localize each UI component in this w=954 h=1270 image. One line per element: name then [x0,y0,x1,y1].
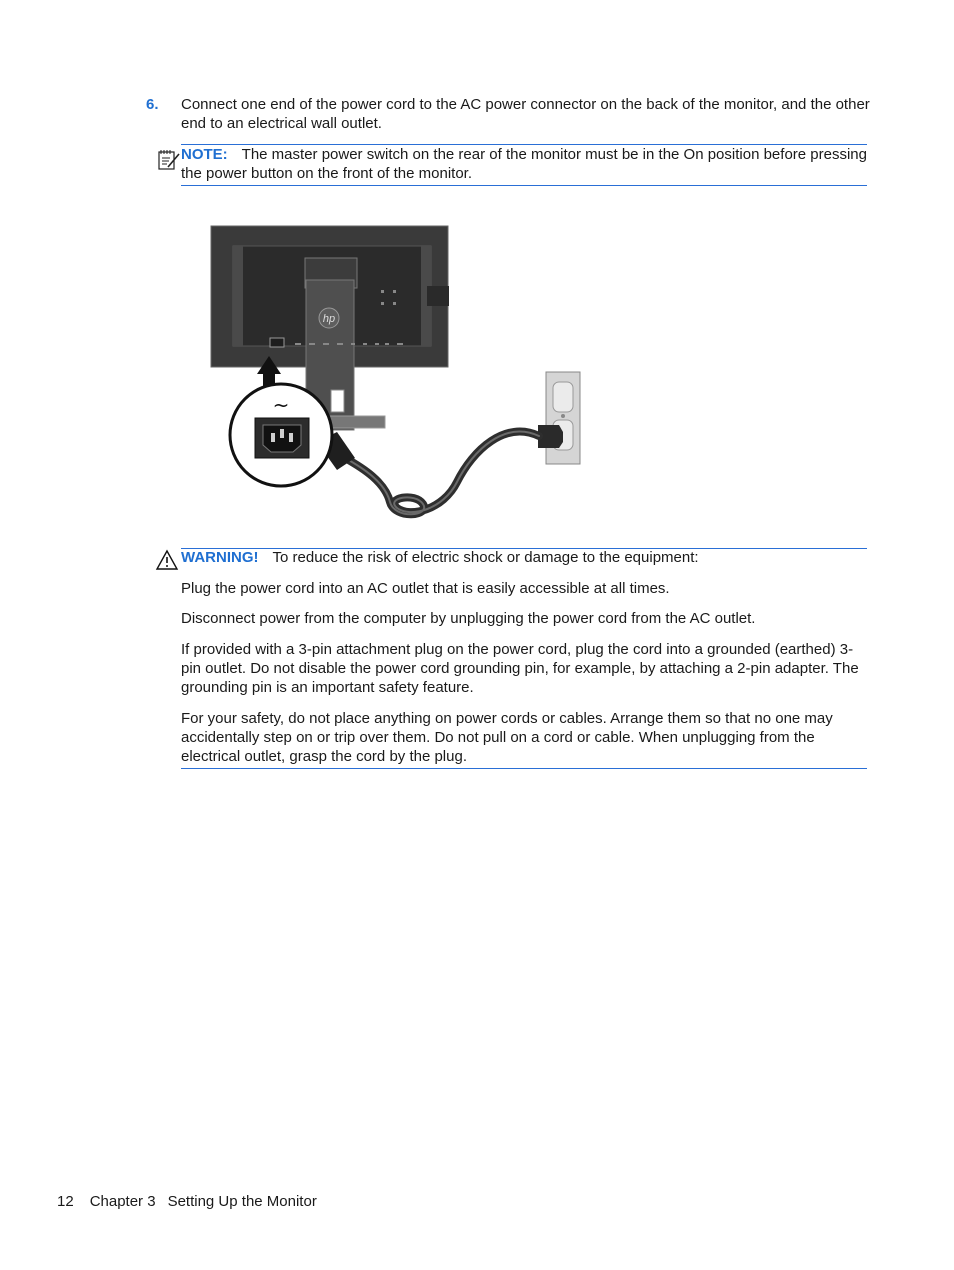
note-icon [156,146,182,172]
warning-paragraph: For your safety, do not place anything on power cords or cables. Arrange them so that no one may accidentally step on or trip over them. Do not pull on a cord or cable. When unplugging from the electrical outlet, grasp the cord by the plug. [181,710,833,765]
footer-title: Setting Up the Monitor [167,1193,317,1210]
note-text: The master power switch on the rear of the monitor must be in the On position before pressing the power button on the front of the monitor. [181,146,867,182]
page-number: 12 [57,1193,74,1210]
warning-rule-bottom [181,768,867,769]
note-block [181,145,867,183]
power-cord-illustration [205,220,590,525]
step-text: Connect one end of the power cord to the AC power connector on the back of the monitor, and the other end to an electrical wall outlet. [181,96,870,132]
warning-paragraph: If provided with a 3-pin attachment plug on the power cord, plug the cord into a grounded (earthed) 3-pin outlet. Do not disable the power cord grounding pin, for example, by attaching a 2-pin adapter. The grounding pin is an important safety feature. [181,641,859,696]
page-footer [57,1192,333,1211]
note-rule-bottom [181,185,867,186]
hp-logo-text: hp [322,313,336,325]
warning-label: WARNING! [181,549,259,566]
ac-symbol: ~ [272,393,290,417]
footer-chapter: Chapter 3 [89,1193,156,1210]
step-number: 6. [146,96,159,113]
warning-triangle-icon [155,549,179,571]
warning-paragraph: Plug the power cord into an AC outlet that is easily accessible at all times. [181,580,670,597]
warning-paragraph: Disconnect power from the computer by unplugging the power cord from the AC outlet. [181,610,756,627]
note-label: NOTE: [181,146,228,163]
warning-block [181,548,867,567]
warning-text: To reduce the risk of electric shock or damage to the equipment: [272,549,699,566]
